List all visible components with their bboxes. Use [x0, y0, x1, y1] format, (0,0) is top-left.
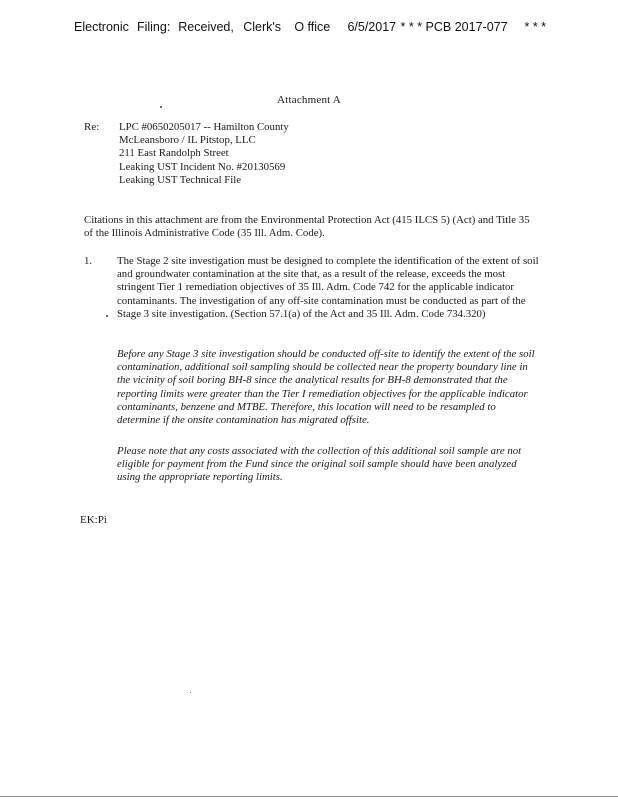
- header-office: O ffice: [294, 20, 331, 34]
- re-block: [119, 121, 289, 187]
- author-initials: EK:Pi: [80, 514, 107, 526]
- re-line: Leaking UST Incident No. #20130569: [119, 160, 286, 173]
- note-resample: Before any Stage 3 site investigation should be conducted off-site to identify the extent of the soil contamination, additional soil sampling should be collected near the property boundary line in the vicinity of soil boring BH-8 since the analytical results for BH-8 demonstrated that the reporting limits were greater than the Tier I remediation objectives for the applicable indicator contaminants, benzene and MTBE. Therefore, this location will need to be resampled to determine if the onsite contamination has migrated offsite.: [117, 348, 535, 427]
- header-pcb-number: * * * PCB 2017-077: [400, 20, 508, 34]
- header-clerks: Clerk's: [243, 20, 281, 34]
- re-label: Re:: [84, 121, 100, 133]
- re-line: Leaking UST Technical File: [119, 173, 242, 186]
- re-line: 211 East Randolph Street: [119, 147, 229, 160]
- scan-speck: [160, 106, 162, 108]
- attachment-title: Attachment A: [277, 94, 341, 106]
- scan-speck: [190, 692, 191, 693]
- header-electronic: Electronic: [74, 20, 129, 34]
- re-line: LPC #0650205017 -- Hamilton County: [119, 121, 289, 133]
- item-number: 1.: [84, 255, 93, 267]
- note-costs: Please note that any costs associated with the collection of this additional soil sample are not eligible for payment from the Fund since the original soil sample should have been analyzed using the appropriate reporting limits.: [117, 445, 522, 484]
- header-date: 6/5/2017: [347, 20, 397, 34]
- header-filing: Filing:: [136, 20, 171, 34]
- filing-header: [74, 20, 554, 34]
- re-line: McLeansboro / IL Pitstop, LLC: [119, 134, 256, 147]
- item-text: The Stage 2 site investigation must be designed to complete the identification of the extent of soil and groundwater contamination at the site that, as a result of the release, exceeds the most stringent Tier 1 remediation objectives of 35 Ill. Adm. Code 742 for the applicable indicator contaminants. The investigation of any off-site contamination must be conducted as part of the Stage 3 site investigation. (Section 57.1(a) of the Act and 35 Ill. Adm. Code 734.320): [117, 255, 539, 320]
- scan-edge-line: [0, 796, 618, 797]
- scan-speck: [106, 315, 108, 317]
- citation-paragraph: Citations in this attachment are from the Environmental Protection Act (415 ILCS 5) (Act) and Title 35 of the Illinois Administrative Code (35 Ill. Adm. Code).: [84, 214, 530, 240]
- header-tail: * * *: [524, 20, 547, 34]
- header-received: Received,: [178, 20, 234, 34]
